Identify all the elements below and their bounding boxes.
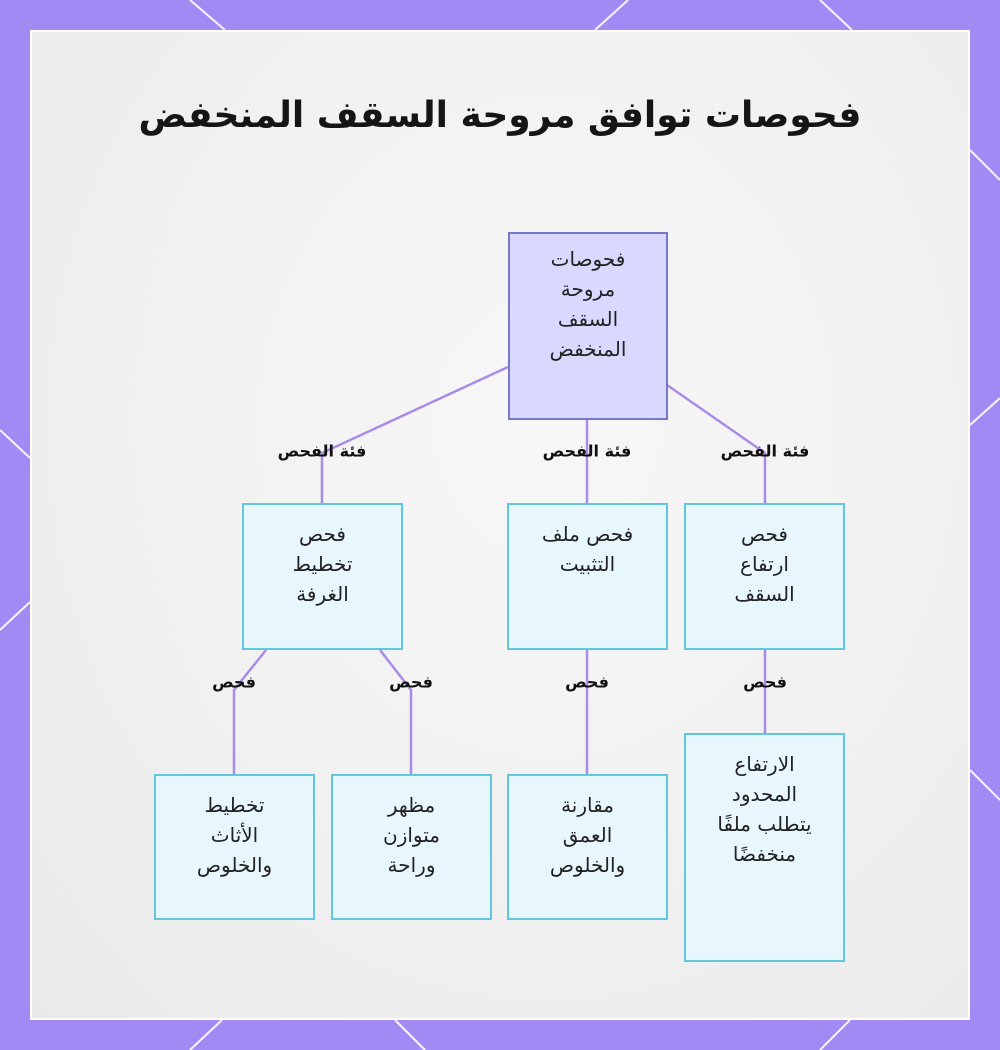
edge-root-room-layout	[322, 367, 508, 503]
node-depth-clearance-label: مقارنة العمق والخلوص	[549, 793, 626, 877]
node-limited-height-label: الارتفاع المحدود يتطلب ملفًا منخفضًا	[717, 752, 812, 866]
node-root	[508, 232, 668, 420]
node-ceiling-height	[684, 503, 845, 650]
node-room-layout-label: فحص تخطيط الغرفة	[292, 522, 353, 606]
node-furniture-clearance	[154, 774, 315, 920]
node-balanced-look	[331, 774, 492, 920]
node-mount-profile-label: فحص ملف التثبيت	[541, 522, 634, 576]
node-limited-height	[684, 733, 845, 962]
edge-room-layout-balanced	[380, 650, 411, 774]
node-mount-profile	[507, 503, 668, 650]
edge-room-layout-furniture	[234, 650, 266, 774]
edge-label-room-layout: فئة الفحص	[277, 441, 367, 461]
edge-label-furniture: فحص	[212, 672, 256, 692]
edge-label-balanced: فحص	[389, 672, 433, 692]
edge-label-mount-profile: فئة الفحص	[542, 441, 632, 461]
node-room-layout	[242, 503, 403, 650]
edge-label-ceiling-height: فئة الفحص	[720, 441, 810, 461]
node-depth-clearance	[507, 774, 668, 920]
node-balanced-look-label: مظهر متوازن وراحة	[383, 793, 440, 877]
node-ceiling-height-label: فحص ارتفاع السقف	[734, 522, 795, 606]
node-furniture-clearance-label: تخطيط الأثاث والخلوص	[196, 793, 273, 877]
diagram-title: فحوصات توافق مروحة السقف المنخفض	[138, 95, 862, 136]
edge-label-depth: فحص	[565, 672, 609, 692]
node-root-label: فحوصات مروحة السقف المنخفض	[549, 247, 627, 361]
edge-label-limited: فحص	[743, 672, 787, 692]
